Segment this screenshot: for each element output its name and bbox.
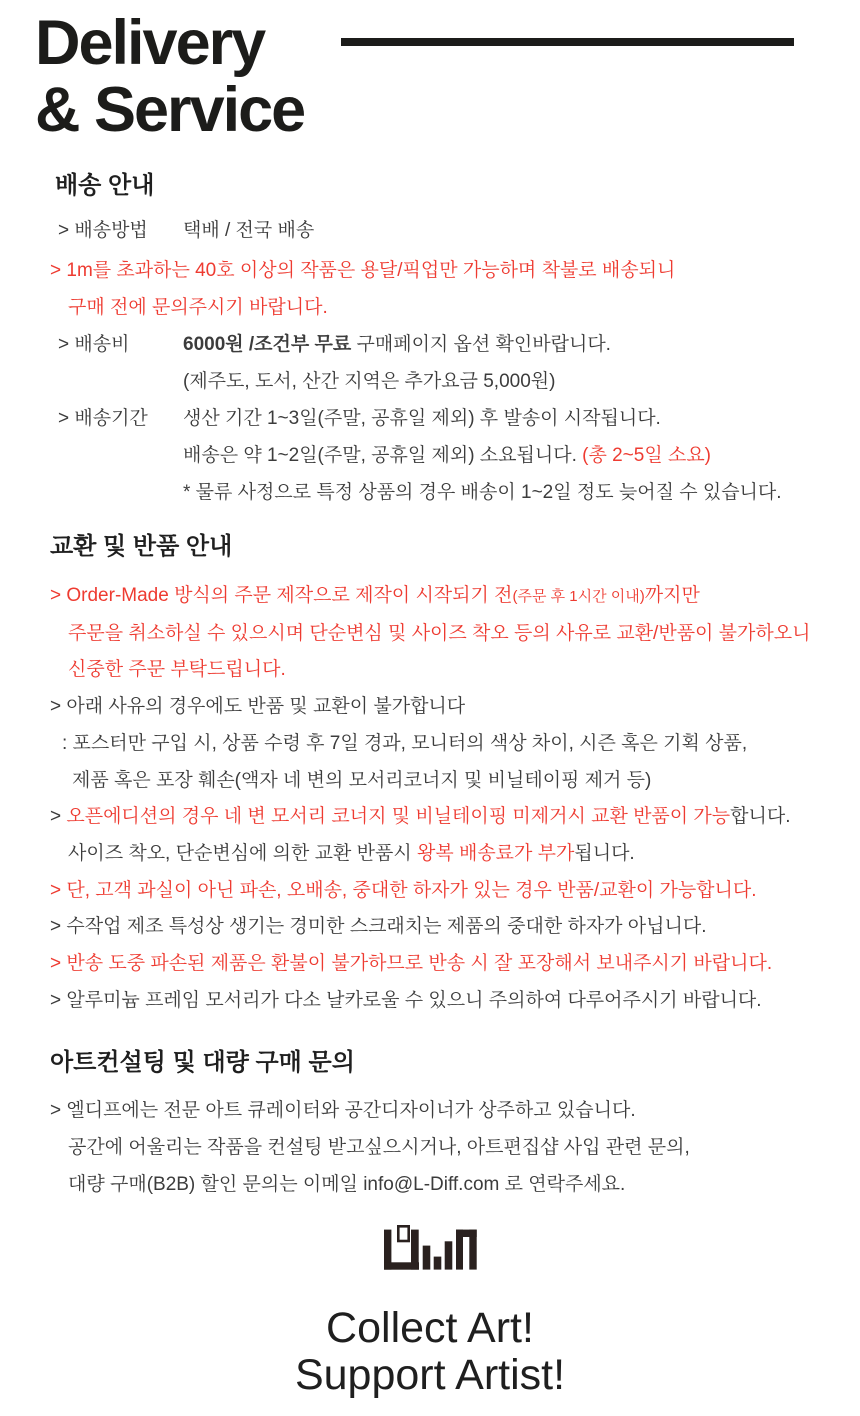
shipping-period-line3: * 물류 사정으로 특정 상품의 경우 배송이 1~2일 정도 늦어질 수 있습니다. — [183, 482, 782, 503]
text-segment: 오픈에디션의 경우 네 변 모서리 코너지 및 비닐테이핑 미제거시 교환 반품이 가능 — [66, 806, 731, 828]
slogan-line1: Collect Art! — [326, 1303, 534, 1352]
ldiff-logo-icon — [0, 1225, 860, 1275]
shipping-heading: 배송 안내 — [55, 172, 155, 199]
shipping-period-line2 — [183, 437, 860, 474]
text-segment: > 반송 도중 파손된 제품은 환불이 불가하므로 반송 시 잘 포장해서 보내주시기 바랍니다. — [50, 953, 773, 975]
exchange-line — [0, 909, 860, 946]
shipping-fee-label: > 배송비 — [58, 334, 130, 355]
page-footer — [0, 1225, 860, 1399]
text-segment: > Order-Made 방식의 주문 제작으로 제작이 시작되기 전 — [50, 585, 513, 606]
exchange-line — [0, 616, 860, 653]
oversize-shipping-note-cont — [0, 289, 860, 326]
text-segment: > 알루미늄 프레임 모서리가 다소 날카로울 수 있으니 주의하여 다루어주시기 바랍니다. — [50, 989, 762, 1011]
shipping-period-row3 — [0, 474, 860, 511]
text-segment: 6000원 /조건부 무료 — [183, 334, 352, 355]
consulting-line — [0, 1130, 860, 1167]
exchange-line — [0, 873, 860, 910]
page-header — [0, 0, 860, 144]
text-segment: > — [50, 806, 67, 828]
spacer — [58, 437, 183, 474]
text-segment: 구매페이지 옵션 확인바랍니다. — [351, 334, 611, 355]
text-segment: > 수작업 제조 특성상 생기는 경미한 스크래치는 제품의 중대한 하자가 아닙니다. — [50, 916, 707, 938]
shipping-section — [0, 172, 860, 511]
page-title-line2: & Service — [35, 75, 305, 145]
shipping-period-label: > 배송기간 — [58, 408, 148, 429]
text-segment: 공간에 어울리는 작품을 컨설팅 받고싶으시거나, 아트편집샵 사입 관련 문의, — [68, 1137, 690, 1159]
exchange-return-section — [0, 533, 860, 1019]
page-title-line1: Delivery — [35, 8, 265, 78]
shipping-method-value: 택배 / 전국 배송 — [183, 220, 315, 241]
exchange-line — [0, 799, 860, 836]
shipping-period-row — [0, 400, 860, 437]
shipping-method-label: > 배송방법 — [58, 220, 148, 241]
shipping-fee-note-row — [0, 363, 860, 400]
exchange-line — [0, 983, 860, 1020]
shipping-fee-value — [183, 326, 860, 363]
text-segment: 왕복 배송료가 부가 — [416, 842, 575, 864]
consulting-heading: 아트컨설팅 및 대량 구매 문의 — [50, 1049, 355, 1077]
text-segment: 제품 혹은 포장 훼손(액자 네 변의 모서리코너지 및 비닐테이핑 제거 등) — [72, 769, 652, 791]
consulting-line — [0, 1093, 860, 1130]
shipping-fee-row — [0, 326, 860, 363]
text-segment: > 엘디프에는 전문 아트 큐레이터와 공간디자이너가 상주하고 있습니다. — [50, 1100, 636, 1122]
shipping-period-line1: 생산 기간 1~3일(주말, 공휴일 제외) 후 발송이 시작됩니다. — [183, 408, 661, 429]
text-segment: (주문 후 1시간 이내) — [512, 588, 645, 605]
oversize-shipping-note — [0, 252, 860, 289]
text-segment: 까지만 — [644, 585, 700, 606]
exchange-line — [0, 652, 860, 689]
text-segment: 합니다. — [730, 806, 791, 828]
text-segment: 배송은 약 1~2일(주말, 공휴일 제외) 소요됩니다. — [183, 445, 583, 466]
title-divider — [341, 38, 794, 46]
text-segment: 신중한 주문 부탁드립니다. — [68, 659, 286, 681]
spacer — [58, 474, 183, 511]
text-segment: > 단, 고객 과실이 아닌 파손, 오배송, 중대한 하자가 있는 경우 반품/교환이 가능합니다. — [50, 879, 757, 901]
exchange-line — [0, 836, 860, 873]
text-segment: > 1m를 초과하는 40호 이상의 작품은 용달/픽업만 가능하며 착불로 배송되니 — [50, 260, 676, 281]
shipping-fee-note: (제주도, 도서, 산간 지역은 추가요금 5,000원) — [183, 371, 556, 392]
text-segment: (총 2~5일 소요) — [582, 445, 711, 466]
consulting-line — [0, 1167, 860, 1204]
exchange-line — [0, 578, 860, 616]
text-segment: 대량 구매(B2B) 할인 문의는 이메일 info@L-Diff.com 로 연락주세요. — [68, 1173, 626, 1195]
exchange-line — [0, 946, 860, 983]
spacer — [58, 363, 183, 400]
exchange-line — [0, 726, 860, 763]
exchange-heading: 교환 및 반품 안내 — [50, 533, 233, 560]
text-segment: 됩니다. — [574, 842, 635, 864]
text-segment: : 포스터만 구입 시, 상품 수령 후 7일 경과, 모니터의 색상 차이, 시즌 혹은 기획 상품, — [62, 732, 748, 754]
text-segment: 주문을 취소하실 수 있으시며 단순변심 및 사이즈 착오 등의 사유로 교환/반품이 불가하오니 — [68, 622, 811, 644]
exchange-line — [0, 763, 860, 800]
text-segment: > 아래 사유의 경우에도 반품 및 교환이 불가합니다 — [50, 696, 466, 718]
shipping-method-row — [0, 212, 860, 249]
text-segment: 사이즈 착오, 단순변심에 의한 교환 반품시 — [68, 842, 417, 864]
consulting-section — [0, 1049, 860, 1203]
slogan-line2: Support Artist! — [294, 1350, 566, 1399]
text-segment: 구매 전에 문의주시기 바랍니다. — [68, 297, 328, 318]
shipping-period-row2 — [0, 437, 860, 474]
exchange-line — [0, 689, 860, 726]
